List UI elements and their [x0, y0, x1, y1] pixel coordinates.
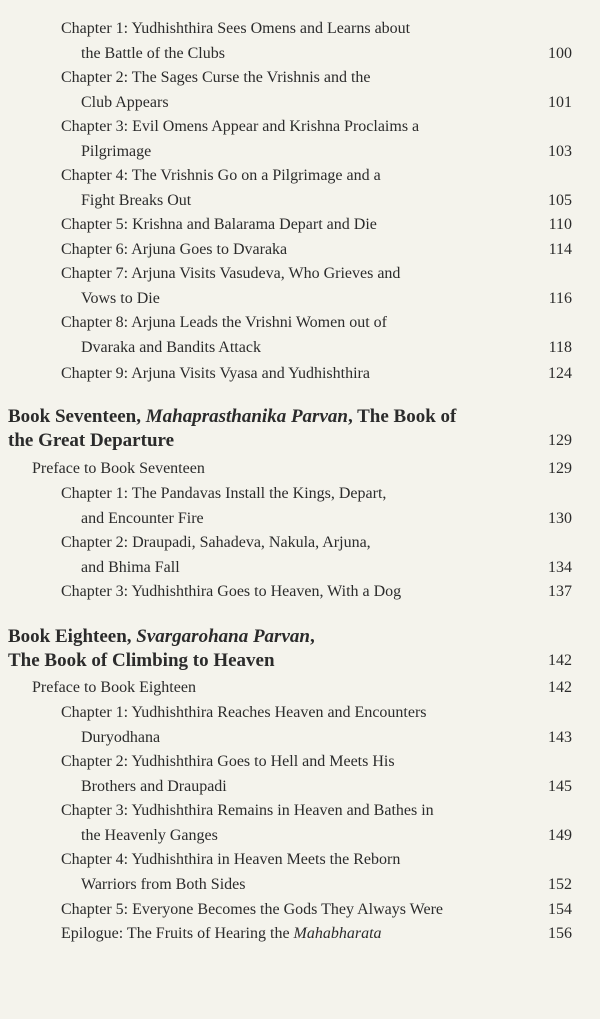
entry-text: Chapter 4: The Vrishnis Go on a Pilgrimage and a: [61, 167, 381, 184]
entry-text: the Battle of the Clubs: [81, 44, 225, 62]
toc-entry-b18-ch3: [0, 799, 600, 848]
entry-text: Club Appears: [81, 93, 169, 111]
entry-text: Pilgrimage: [81, 142, 152, 160]
page-number: 130: [548, 509, 572, 527]
page-number: 124: [548, 365, 572, 382]
entry-text: Chapter 2: The Sages Curse the Vrishnis and the: [61, 69, 371, 86]
entry-text: Chapter 1: The Pandavas Install the Kings, Depart,: [61, 485, 387, 502]
book-heading-eighteen: [0, 625, 600, 673]
entry-text: [0, 922, 600, 947]
toc-entry-b18-ch1: [0, 701, 600, 750]
page-number: 110: [548, 216, 572, 233]
entry-text: Chapter 6: Arjuna Goes to Dvaraka: [61, 241, 288, 258]
entry-text: Chapter 3: Yudhishthira Remains in Heaven and Bathes in: [61, 802, 434, 819]
entry-text: the Heavenly Ganges: [81, 826, 218, 844]
entry-text: Chapter 5: Everyone Becomes the Gods They Always Were: [61, 901, 444, 918]
entry-text: Dvaraka and Bandits Attack: [81, 338, 261, 356]
toc-entry-b18-preface: [0, 676, 600, 701]
title-suffix: ,: [309, 626, 315, 647]
entry-text: Chapter 1: Yudhishthira Reaches Heaven and Encounters: [61, 704, 427, 721]
toc-entry-b18-ch4: [0, 848, 600, 897]
book-heading-seventeen: [0, 405, 600, 453]
entry-text: Fight Breaks Out: [81, 191, 192, 209]
book-title-line2: the Great Departure: [8, 430, 175, 451]
title-italic: Mahaprasthanika Parvan: [145, 406, 348, 427]
book-title-line2: The Book of Climbing to Heaven: [8, 650, 275, 671]
page-number: 105: [548, 191, 572, 209]
page-number: 101: [548, 93, 572, 111]
entry-text: Chapter 7: Arjuna Visits Vasudeva, Who Grieves and: [61, 265, 401, 282]
page-number: 129: [548, 431, 572, 449]
page-number: 142: [548, 651, 572, 669]
page-number: 100: [548, 44, 572, 62]
toc-entry-b17-ch2: [0, 531, 600, 580]
book-title-line1: [0, 405, 600, 429]
toc-entry-b17-ch3: [0, 580, 600, 605]
toc-entry-b16-ch3: [0, 115, 600, 164]
entry-text: Chapter 5: Krishna and Balarama Depart and Die: [61, 216, 377, 233]
entry-text: Warriors from Both Sides: [81, 875, 246, 893]
entry-text: Preface to Book Eighteen: [32, 679, 196, 696]
page-number: 134: [548, 558, 572, 576]
toc-entry-b16-ch1: [0, 17, 600, 66]
entry-text: Chapter 9: Arjuna Visits Vyasa and Yudhishthira: [61, 365, 370, 382]
toc-entry-b16-ch7: [0, 262, 600, 311]
entry-text: Chapter 2: Yudhishthira Goes to Hell and Meets His: [61, 753, 395, 770]
toc-entry-b16-ch4: [0, 164, 600, 213]
toc-entry-b17-ch1: [0, 482, 600, 531]
epilogue-italic: Mahabharata: [293, 925, 382, 942]
epilogue-prefix: Epilogue: The Fruits of Hearing the: [61, 925, 294, 942]
entry-text: and Encounter Fire: [81, 509, 204, 527]
toc-entry-b16-ch8: [0, 311, 600, 360]
entry-text: Chapter 3: Yudhishthira Goes to Heaven, With a Dog: [61, 583, 402, 600]
toc-entry-b16-ch9: [0, 362, 600, 387]
page-number: 152: [548, 875, 572, 893]
title-prefix: Book Eighteen,: [8, 626, 137, 647]
page-number: 142: [548, 679, 572, 696]
page-number: 149: [548, 826, 572, 844]
page-number: 103: [548, 142, 572, 160]
page-number: 114: [548, 241, 572, 258]
title-suffix: , The Book of: [347, 406, 457, 427]
page-number: 145: [548, 777, 572, 795]
page-number: 118: [548, 338, 572, 356]
toc-entry-b17-preface: [0, 457, 600, 482]
toc-entry-b16-ch5: [0, 213, 600, 238]
entry-text: Brothers and Draupadi: [81, 777, 227, 795]
entry-text: Chapter 3: Evil Omens Appear and Krishna Proclaims a: [61, 118, 420, 135]
entry-text: Chapter 4: Yudhishthira in Heaven Meets the Reborn: [61, 851, 401, 868]
page-number: 116: [548, 289, 572, 307]
page-number: 156: [548, 925, 572, 942]
page-number: 129: [548, 460, 572, 477]
toc-entry-b16-ch6: [0, 238, 600, 263]
page-number: 137: [548, 583, 572, 600]
toc-entry-b18-epilogue: [0, 922, 600, 947]
title-italic: Svargarohana Parvan: [136, 626, 310, 647]
entry-text: Chapter 1: Yudhishthira Sees Omens and Learns about: [61, 20, 411, 37]
entry-text: and Bhima Fall: [81, 558, 180, 576]
toc-entry-b18-ch2: [0, 750, 600, 799]
entry-text: Duryodhana: [81, 728, 161, 746]
entry-text: Preface to Book Seventeen: [32, 460, 205, 477]
toc-entry-b16-ch2: [0, 66, 600, 115]
toc-entry-b18-ch5: [0, 898, 600, 923]
entry-text: Vows to Die: [81, 289, 160, 307]
title-prefix: Book Seventeen,: [8, 406, 146, 427]
book-title-line1: [0, 625, 600, 649]
page-number: 154: [548, 901, 572, 918]
page-number: 143: [548, 728, 572, 746]
entry-text: Chapter 2: Draupadi, Sahadeva, Nakula, Arjuna,: [61, 534, 371, 551]
entry-text: Chapter 8: Arjuna Leads the Vrishni Women out of: [61, 314, 387, 331]
